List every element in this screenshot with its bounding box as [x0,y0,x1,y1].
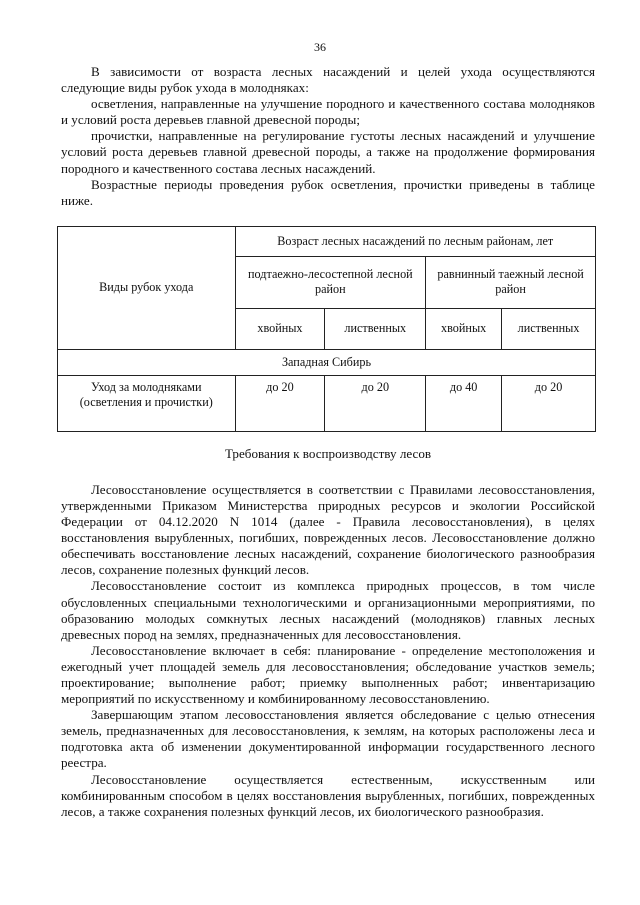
cell-value: до 20 [235,375,325,431]
zone-row: Западная Сибирь [58,349,596,375]
intro-paragraph-3: прочистки, направленные на регулирование густоты лесных насаждений и улучшение условий роста деревьев главной древесной породы, а также на продолжение формирования породного и качественного состава лесных насаждений. [61,128,595,176]
header-age: Возраст лесных насаждений по лесным районам, лет [235,226,595,256]
page-number: 36 [314,40,326,54]
body-paragraph-4: Завершающим этапом лесовосстановления является обследование с целью отнесения земель, предназначенных для лесовосстановления, к землям, на которых расположены леса и подготовка акта об изменении документированной информации государственного лесного реестра. [61,707,595,771]
header-region-2: равнинный таежный лесной район [426,256,596,308]
section-heading: Требования к воспроизводству лесов [224,445,432,461]
cell-value: до 20 [325,375,426,431]
intro-paragraph-2: осветления, направленные на улучшение породного и качественного состава молодняков и условий роста деревьев главной древесной породы; [61,96,595,128]
header-deciduous-1: лиственных [325,308,426,349]
intro-paragraph-4: Возрастные периоды проведения рубок осветления, прочистки приведены в таблице ниже. [61,176,595,208]
row-label: Уход за молодняками (осветления и прочистки) [58,375,236,431]
header-conifers-1: хвойных [235,308,325,349]
header-conifers-2: хвойных [426,308,502,349]
document-body [61,64,595,820]
age-periods-table [57,226,596,432]
cell-value: до 40 [426,375,502,431]
intro-paragraph-1: В зависимости от возраста лесных насаждений и целей ухода осуществляются следующие виды рубок ухода в молодняках: [61,64,595,96]
header-deciduous-2: лиственных [502,308,596,349]
header-cutting-types: Виды рубок ухода [58,226,236,349]
cell-value: до 20 [502,375,596,431]
header-region-1: подтаежно-лесостепной лесной район [235,256,426,308]
body-paragraph-2: Лесовосстановление состоит из комплекса природных процессов, в том числе обусловленных специальными технологическими и организационными мероприятиями, по образованию молодых сомкнутых лесных насаждений (молодняков) главных лесных древесных пород на землях, предназначенных для лесовосстановления. [61,578,595,642]
body-paragraph-1: Лесовосстановление осуществляется в соответствии с Правилами лесовосстановления, утвержденными Приказом Министерства природных ресурсов и экологии Российской Федерации от 04.12.2020 N 1014 (далее - Правила лесовосстановления), в целях восстановления вырубленных, погибших, поврежденных лесов. Лесовосстановление должно обеспечивать восстановление лесных насаждений, сохранение биологического разнообразия лесов, сохранение полезных функций лесов. [61,481,595,578]
body-paragraph-3: Лесовосстановление включает в себя: планирование - определение местоположения и ежегодный учет площадей земель для лесовосстановления; обследование участков земель; проектирование; выполнение работ; приемку выполненных работ; инвентаризацию мероприятий по искусственному и комбинированному лесовосстановлению. [61,642,595,707]
body-paragraph-5: Лесовосстановление осуществляется естественным, искусственным или комбинированным способом в целях восстановления вырубленных, погибших, поврежденных лесов, а также сохранения полезных функций лесов, их биологического разнообразия. [61,771,595,819]
